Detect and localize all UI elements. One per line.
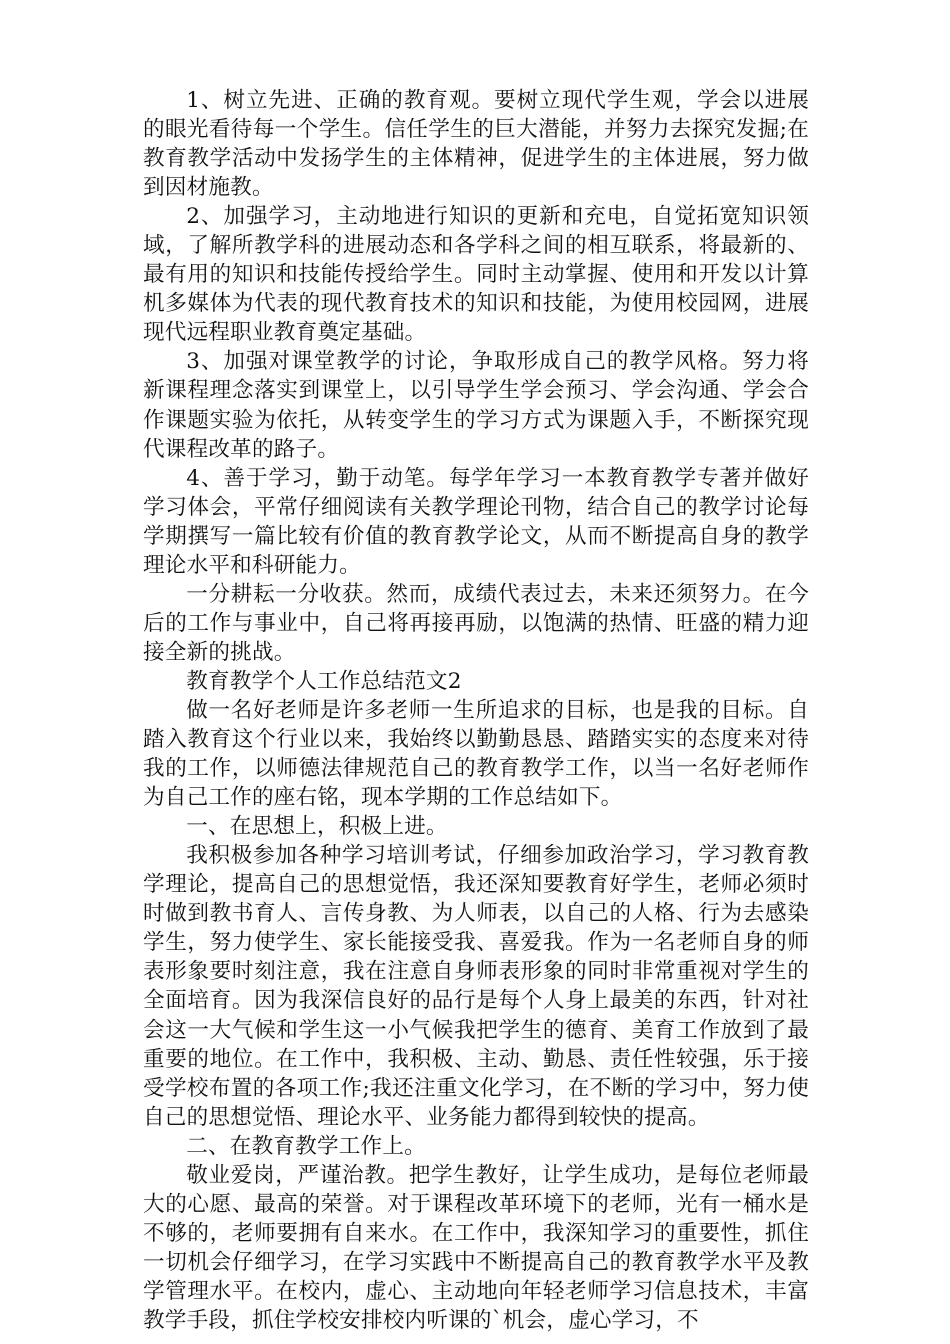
paragraph-11: 敬业爱岗，严谨治教。把学生教好，让学生成功，是每位老师最大的心愿、最高的荣誉。对于课程改革环境下的老师，光有一桶水是不够的，老师要拥有自来水。在工作中，我深知学习的重要性，抓住一切机会仔细学习，在学习实践中不断提高自己的教育教学水平及教学管理水平。在校内，虚心、主动地向年轻老师学习信息技术，丰富教学手段，抓住学校安排校内听课的`机会，虚心学习，不 <box>143 1162 809 1333</box>
paragraph-1: 1、树立先进、正确的教育观。要树立现代学生观，学会以进展的眼光看待每一个学生。信任学生的巨大潜能，并努力去探究发掘;在教育教学活动中发扬学生的主体精神，促进学生的主体进展，努力做到因材施教。 <box>143 88 809 201</box>
heading-2: 二、在教育教学工作上。 <box>186 1133 426 1159</box>
paragraph-2: 2、加强学习，主动地进行知识的更新和充电，自觉拓宽知识领域，了解所教学科的进展动态和各学科之间的相互联系，将最新的、最有用的知识和技能传授给学生。同时主动掌握、使用和开发以计算机多媒体为代表的现代教育技术的知识和技能，为使用校园网，进展现代远程职业教育奠定基础。 <box>143 204 809 346</box>
paragraph-5: 一分耕耘一分收获。然而，成绩代表过去，未来还须努力。在今后的工作与事业中，自己将再接再励，以饱满的热情、旺盛的精力迎接全新的挑战。 <box>143 581 809 665</box>
paragraph-9: 我积极参加各种学习培训考试，仔细参加政治学习，学习教育教学理论，提高自己的思想觉悟，我还深知要教育好学生，老师必须时时做到教书育人、言传身教、为人师表，以自己的人格、行为去感染学生，努力使学生、家长能接受我、喜爱我。作为一名老师自身的师表形象要时刻注意，我在注意自身师表形象的同时非常重视对学生的全面培育。因为我深信良好的品行是每个人身上最美的东西，针对社会这一大气候和学生这一小气候我把学生的德育、美育工作放到了最重要的地位。在工作中，我积极、主动、勤恳、责任性较强，乐于接受学校布置的各项工作;我还注重文化学习，在不断的学习中，努力使自己的思想觉悟、理论水平、业务能力都得到较快的提高。 <box>143 843 809 1130</box>
paragraph-3: 3、加强对课堂教学的讨论，争取形成自己的教学风格。努力将新课程理念落实到课堂上，以引导学生学会预习、学会沟通、学会合作课题实验为依托，从转变学生的学习方式为课题入手，不断探究现代课程改革的路子。 <box>143 349 809 462</box>
paragraph-7: 做一名好老师是许多老师一生所追求的目标，也是我的目标。自踏入教育这个行业以来，我始终以勤勤恳恳、踏踏实实的态度来对待我的工作，以师德法律规范自己的教育教学工作，以当一名好老师作为自己工作的座右铭，现本学期的工作总结如下。 <box>143 697 809 811</box>
heading-1: 一、在思想上，积极上进。 <box>186 814 448 840</box>
section-title: 教育教学个人工作总结范文2 <box>186 668 462 694</box>
document-body <box>143 86 809 1335</box>
paragraph-4: 4、善于学习，勤于动笔。每学年学习一本教育教学专著并做好学习体会，平常仔细阅读有关教学理论刊物，结合自己的教学讨论每学期撰写一篇比较有价值的教育教学论文，从而不断提高自身的教学理论水平和科研能力。 <box>143 465 809 578</box>
